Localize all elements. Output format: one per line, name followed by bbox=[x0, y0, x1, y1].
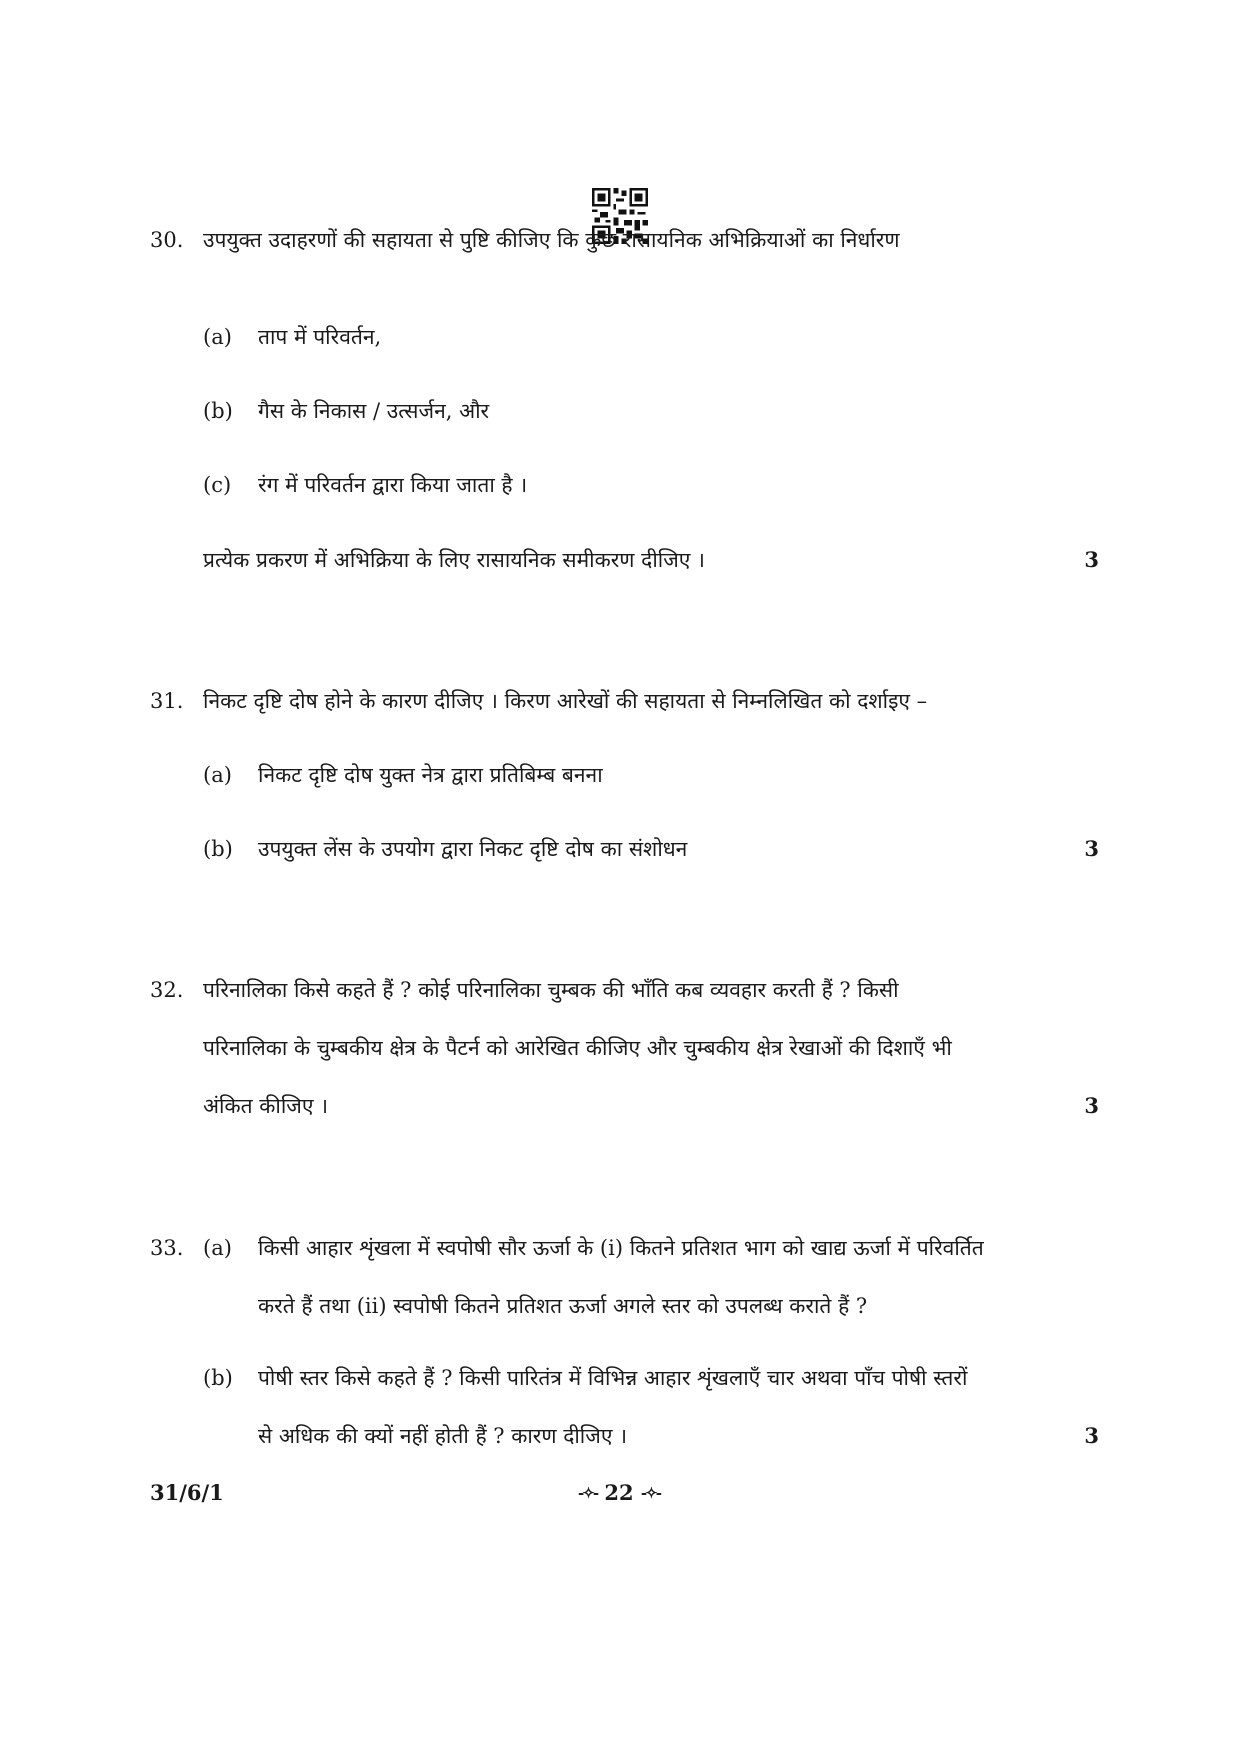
part-text: गैस के निकास / उत्सर्जन, और bbox=[258, 399, 490, 423]
page-number-block bbox=[539, 1478, 699, 1508]
question-number: 31. bbox=[150, 689, 184, 713]
part-label: (a) bbox=[203, 763, 232, 787]
page-number: 22 bbox=[604, 1480, 634, 1505]
part-text: ताप में परिवर्तन, bbox=[258, 325, 382, 349]
part-text: निकट दृष्टि दोष युक्त नेत्र द्वारा प्रतिबिम्ब बनना bbox=[258, 763, 603, 787]
marks: 3 bbox=[1084, 836, 1099, 861]
part-label: (a) bbox=[203, 1236, 232, 1260]
part-label: (b) bbox=[203, 837, 233, 861]
part-label: (a) bbox=[203, 325, 232, 349]
ornament-left-icon: -✧- bbox=[578, 1484, 598, 1502]
part-text: से अधिक की क्यों नहीं होती हैं ? कारण दीजिए । bbox=[258, 1424, 628, 1448]
part-label: (b) bbox=[203, 1366, 233, 1390]
ornament-right-icon: -✧- bbox=[640, 1484, 660, 1502]
marks: 3 bbox=[1084, 547, 1099, 572]
marks: 3 bbox=[1084, 1093, 1099, 1118]
question-number: 32. bbox=[150, 978, 184, 1002]
question-closing: प्रत्येक प्रकरण में अभिक्रिया के लिए रासायनिक समीकरण दीजिए । bbox=[203, 548, 706, 572]
paper-code: 31/6/1 bbox=[150, 1480, 224, 1505]
question-number: 33. bbox=[150, 1236, 184, 1260]
question-line: अंकित कीजिए । bbox=[203, 1094, 329, 1118]
part-text: किसी आहार शृंखला में स्वपोषी सौर ऊर्जा के (i) कितने प्रतिशत भाग को खाद्य ऊर्जा में परिवर्तित bbox=[258, 1236, 984, 1260]
marks: 3 bbox=[1084, 1423, 1099, 1448]
question-stem: उपयुक्त उदाहरणों की सहायता से पुष्टि कीजिए कि कुछ रासायनिक अभिक्रियाओं का निर्धारण bbox=[203, 228, 900, 252]
part-label: (b) bbox=[203, 399, 233, 423]
part-text: उपयुक्त लेंस के उपयोग द्वारा निकट दृष्टि दोष का संशोधन bbox=[258, 837, 688, 861]
question-number: 30. bbox=[150, 228, 184, 252]
part-text: रंग में परिवर्तन द्वारा किया जाता है । bbox=[258, 473, 528, 497]
part-text: पोषी स्तर किसे कहते हैं ? किसी पारितंत्र में विभिन्न आहार शृंखलाएँ चार अथवा पाँच पोषी स्तरों bbox=[258, 1366, 968, 1390]
question-line: परिनालिका के चुम्बकीय क्षेत्र के पैटर्न को आरेखित कीजिए और चुम्बकीय क्षेत्र रेखाओं की दिशाएँ भी bbox=[203, 1036, 952, 1060]
question-line: परिनालिका किसे कहते हैं ? कोई परिनालिका चुम्बक की भाँति कब व्यवहार करती हैं ? किसी bbox=[203, 978, 899, 1002]
part-label: (c) bbox=[203, 473, 232, 497]
question-stem: निकट दृष्टि दोष होने के कारण दीजिए । किरण आरेखों की सहायता से निम्नलिखित को दर्शाइए – bbox=[203, 689, 928, 713]
part-text: करते हैं तथा (ii) स्वपोषी कितने प्रतिशत ऊर्जा अगले स्तर को उपलब्ध कराते हैं ? bbox=[258, 1294, 868, 1318]
